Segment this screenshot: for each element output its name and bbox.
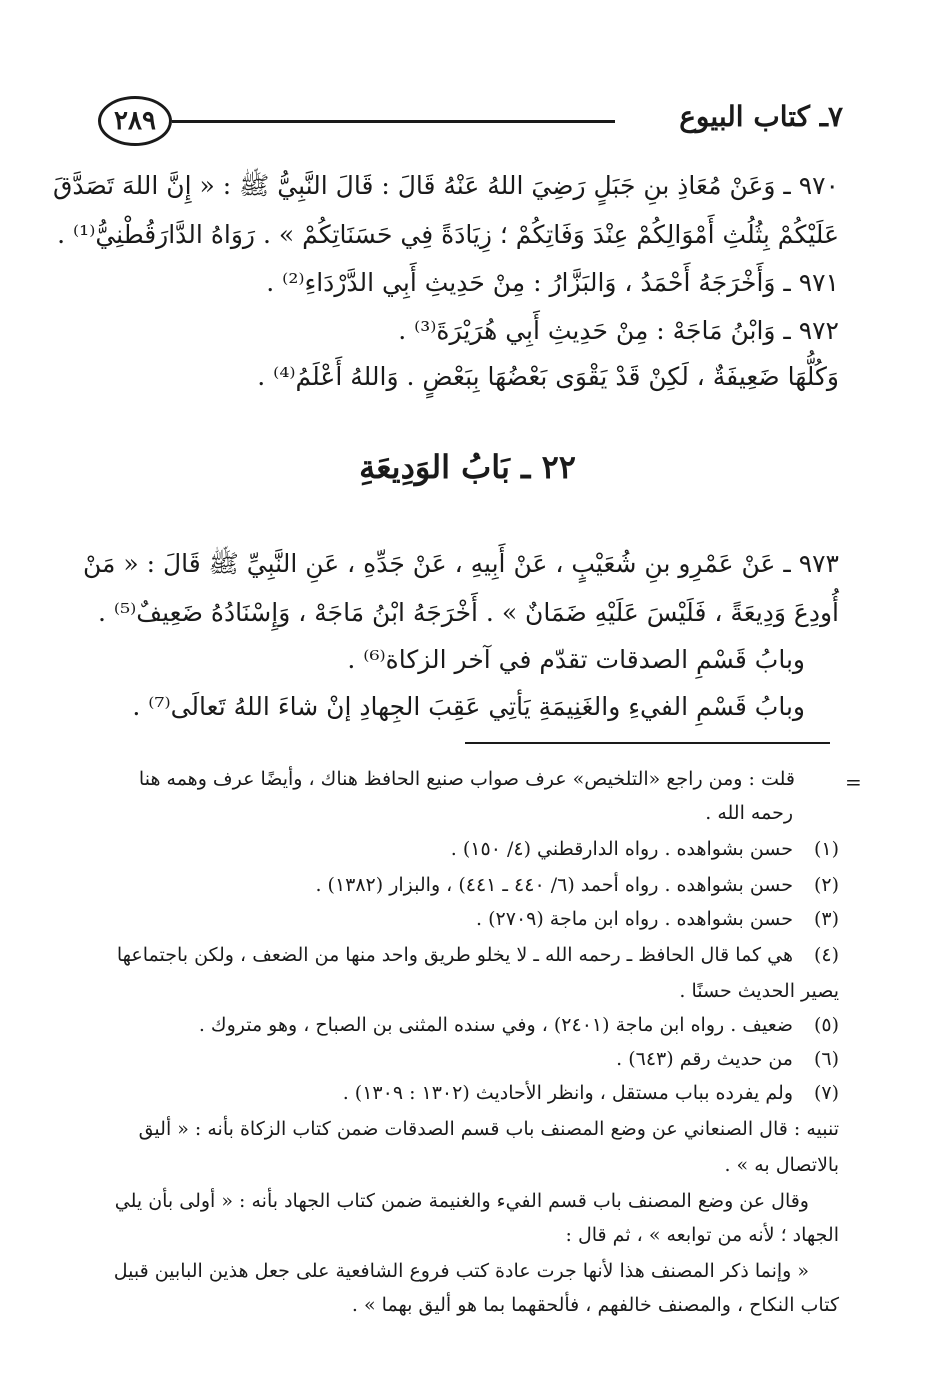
page-number-text: ٢٨٩ (114, 106, 156, 136)
footnote-text: حسن بشواهده . رواه الدارقطني (٤/ ١٥٠) . (450, 838, 793, 860)
footnote-number: (٢) (813, 874, 839, 896)
tanbih-line2: بالاتصال به » . (724, 1154, 839, 1176)
footnote-text: حسن بشواهده . رواه ابن ماجة (٢٧٠٩) . (476, 908, 793, 930)
innama-line1: « وإنما ذكر المصنف هذا لأنها جرت عادة كتب فروع الشافعية على جعل هذين البابين قبيل (113, 1260, 809, 1282)
hadith-972: ٩٧٢ ـ وَابْنُ مَاجَهْ : مِنْ حَدِيثِ أَبِي هُرَيْرَةَ⁽³⁾ . (398, 316, 839, 345)
footnote-number: (٣) (813, 908, 839, 930)
footnote-number: (٥) (813, 1014, 839, 1036)
footnote-number: (٦) (813, 1048, 839, 1070)
hadith-971: ٩٧١ ـ وَأَخْرَجَهُ أَحْمَدُ ، وَالبَزَّارُ : مِنْ حَدِيثِ أَبِي الدَّرْدَاءِ⁽²⁾ . (266, 268, 839, 297)
hadith-970-line2: عَلَيْكُمْ بِثُلُثِ أَمْوَالِكُمْ عِنْدَ وَفَاتِكُمْ ؛ زِيَادَةً فِي حَسَنَاتِكُمْ » . رَوَاهُ الدَّارَقُطْنِيُّ⁽¹⁾ . (57, 220, 839, 249)
hadith-970-line1: ٩٧٠ ـ وَعَنْ مُعَاذِ بنِ جَبَلٍ رَضِيَ اللهُ عَنْهُ قَالَ : قَالَ النَّبِيُّ ﷺ : « إِنَّ اللهَ تَصَدَّقَ (52, 171, 839, 200)
hadith-973-line1: ٩٧٣ ـ عَنْ عَمْرِو بنِ شُعَيْبٍ ، عَنْ أَبِيهِ ، عَنْ جَدِّهِ ، عَنِ النَّبِيِّ ﷺ قَالَ : « مَنْ (82, 549, 839, 578)
footnote-qult-line2: رحمه الله . (705, 802, 793, 824)
header-rule (172, 120, 615, 123)
footnote-text: حسن بشواهده . رواه أحمد (٦/ ٤٤٠ ـ ٤٤١) ، والبزار (١٣٨٢) . (315, 874, 793, 896)
footnote-separator (465, 742, 830, 744)
page-number (98, 96, 172, 146)
chapter-title: ٢٢ ـ بَابُ الوَدِيعَةِ (359, 448, 576, 486)
footnote-text: ولم يفرده بباب مستقل ، وانظر الأحاديث (١٣٠٢ : ١٣٠٩) . (342, 1082, 793, 1104)
footnote-number: (٧) (813, 1082, 839, 1104)
innama-line2: كتاب النكاح ، والمصنف خالفهم ، فألحقهما بما هو أليق بهما » . (351, 1294, 839, 1316)
wa-qal-line1: وقال عن وضع المصنف باب قسم الفيء والغنيمة ضمن كتاب الجهاد بأنه : « أولى بأن يلي (114, 1190, 809, 1212)
wa-qal-line2: الجهاد ؛ لأنه من توابعه » ، ثم قال : (565, 1224, 839, 1246)
hadith-973-line2: أُودِعَ وَدِيعَةً ، فَلَيْسَ عَلَيْهِ ضَمَانٌ » . أَخْرَجَهُ ابْنُ مَاجَهْ ، وَإِسْنَادُهُ ضَعِيفٌ⁽⁵⁾ . (98, 598, 839, 627)
footnote-text-continued: يصير الحديث حسنًا . (679, 980, 839, 1002)
footnote-text: هي كما قال الحافظ ـ رحمه الله ـ لا يخلو طريق واحد منها من الضعف ، ولكن باجتماعها (116, 944, 793, 966)
hadith-972-comment: وَكُلُّهَا ضَعِيفَةٌ ، لَكِنْ قَدْ يَقْوَى بَعْضُهَا بِبَعْضٍ . وَاللهُ أَعْلَمُ⁽⁴⁾ . (257, 362, 839, 391)
note-fay: وبابُ قَسْمِ الفيءِ والغَنِيمَةِ يَأتِي عَقِبَ الجِهادِ إنْ شاءَ اللهُ تَعالَى⁽⁷⁾ . (132, 692, 805, 721)
footnote-text: ضعيف . رواه ابن ماجة (٢٤٠١) ، وفي سنده المثنى بن الصباح ، وهو متروك . (198, 1014, 793, 1036)
continuation-mark: = (845, 770, 862, 794)
footnote-number: (٤) (813, 944, 839, 966)
footnote-number: (١) (813, 838, 839, 860)
tanbih-line1: تنبيه : قال الصنعاني عن وضع المصنف باب قسم الصدقات ضمن كتاب الزكاة بأنه : « أليق (138, 1118, 839, 1140)
footnote-text: من حديث رقم (٦٤٣) . (616, 1048, 793, 1070)
note-sadaqat: وبابُ قَسْمِ الصدقات تقدّم في آخر الزكاة⁽⁶⁾ . (347, 645, 805, 674)
footnote-qult-line1: قلت : ومن راجع «التلخيص» عرف صواب صنيع الحافظ هناك ، وأيضًا عرف وهمه هنا (138, 768, 795, 790)
header-title: ٧ـ كتاب البيوع (679, 100, 843, 133)
page-header (98, 96, 843, 152)
